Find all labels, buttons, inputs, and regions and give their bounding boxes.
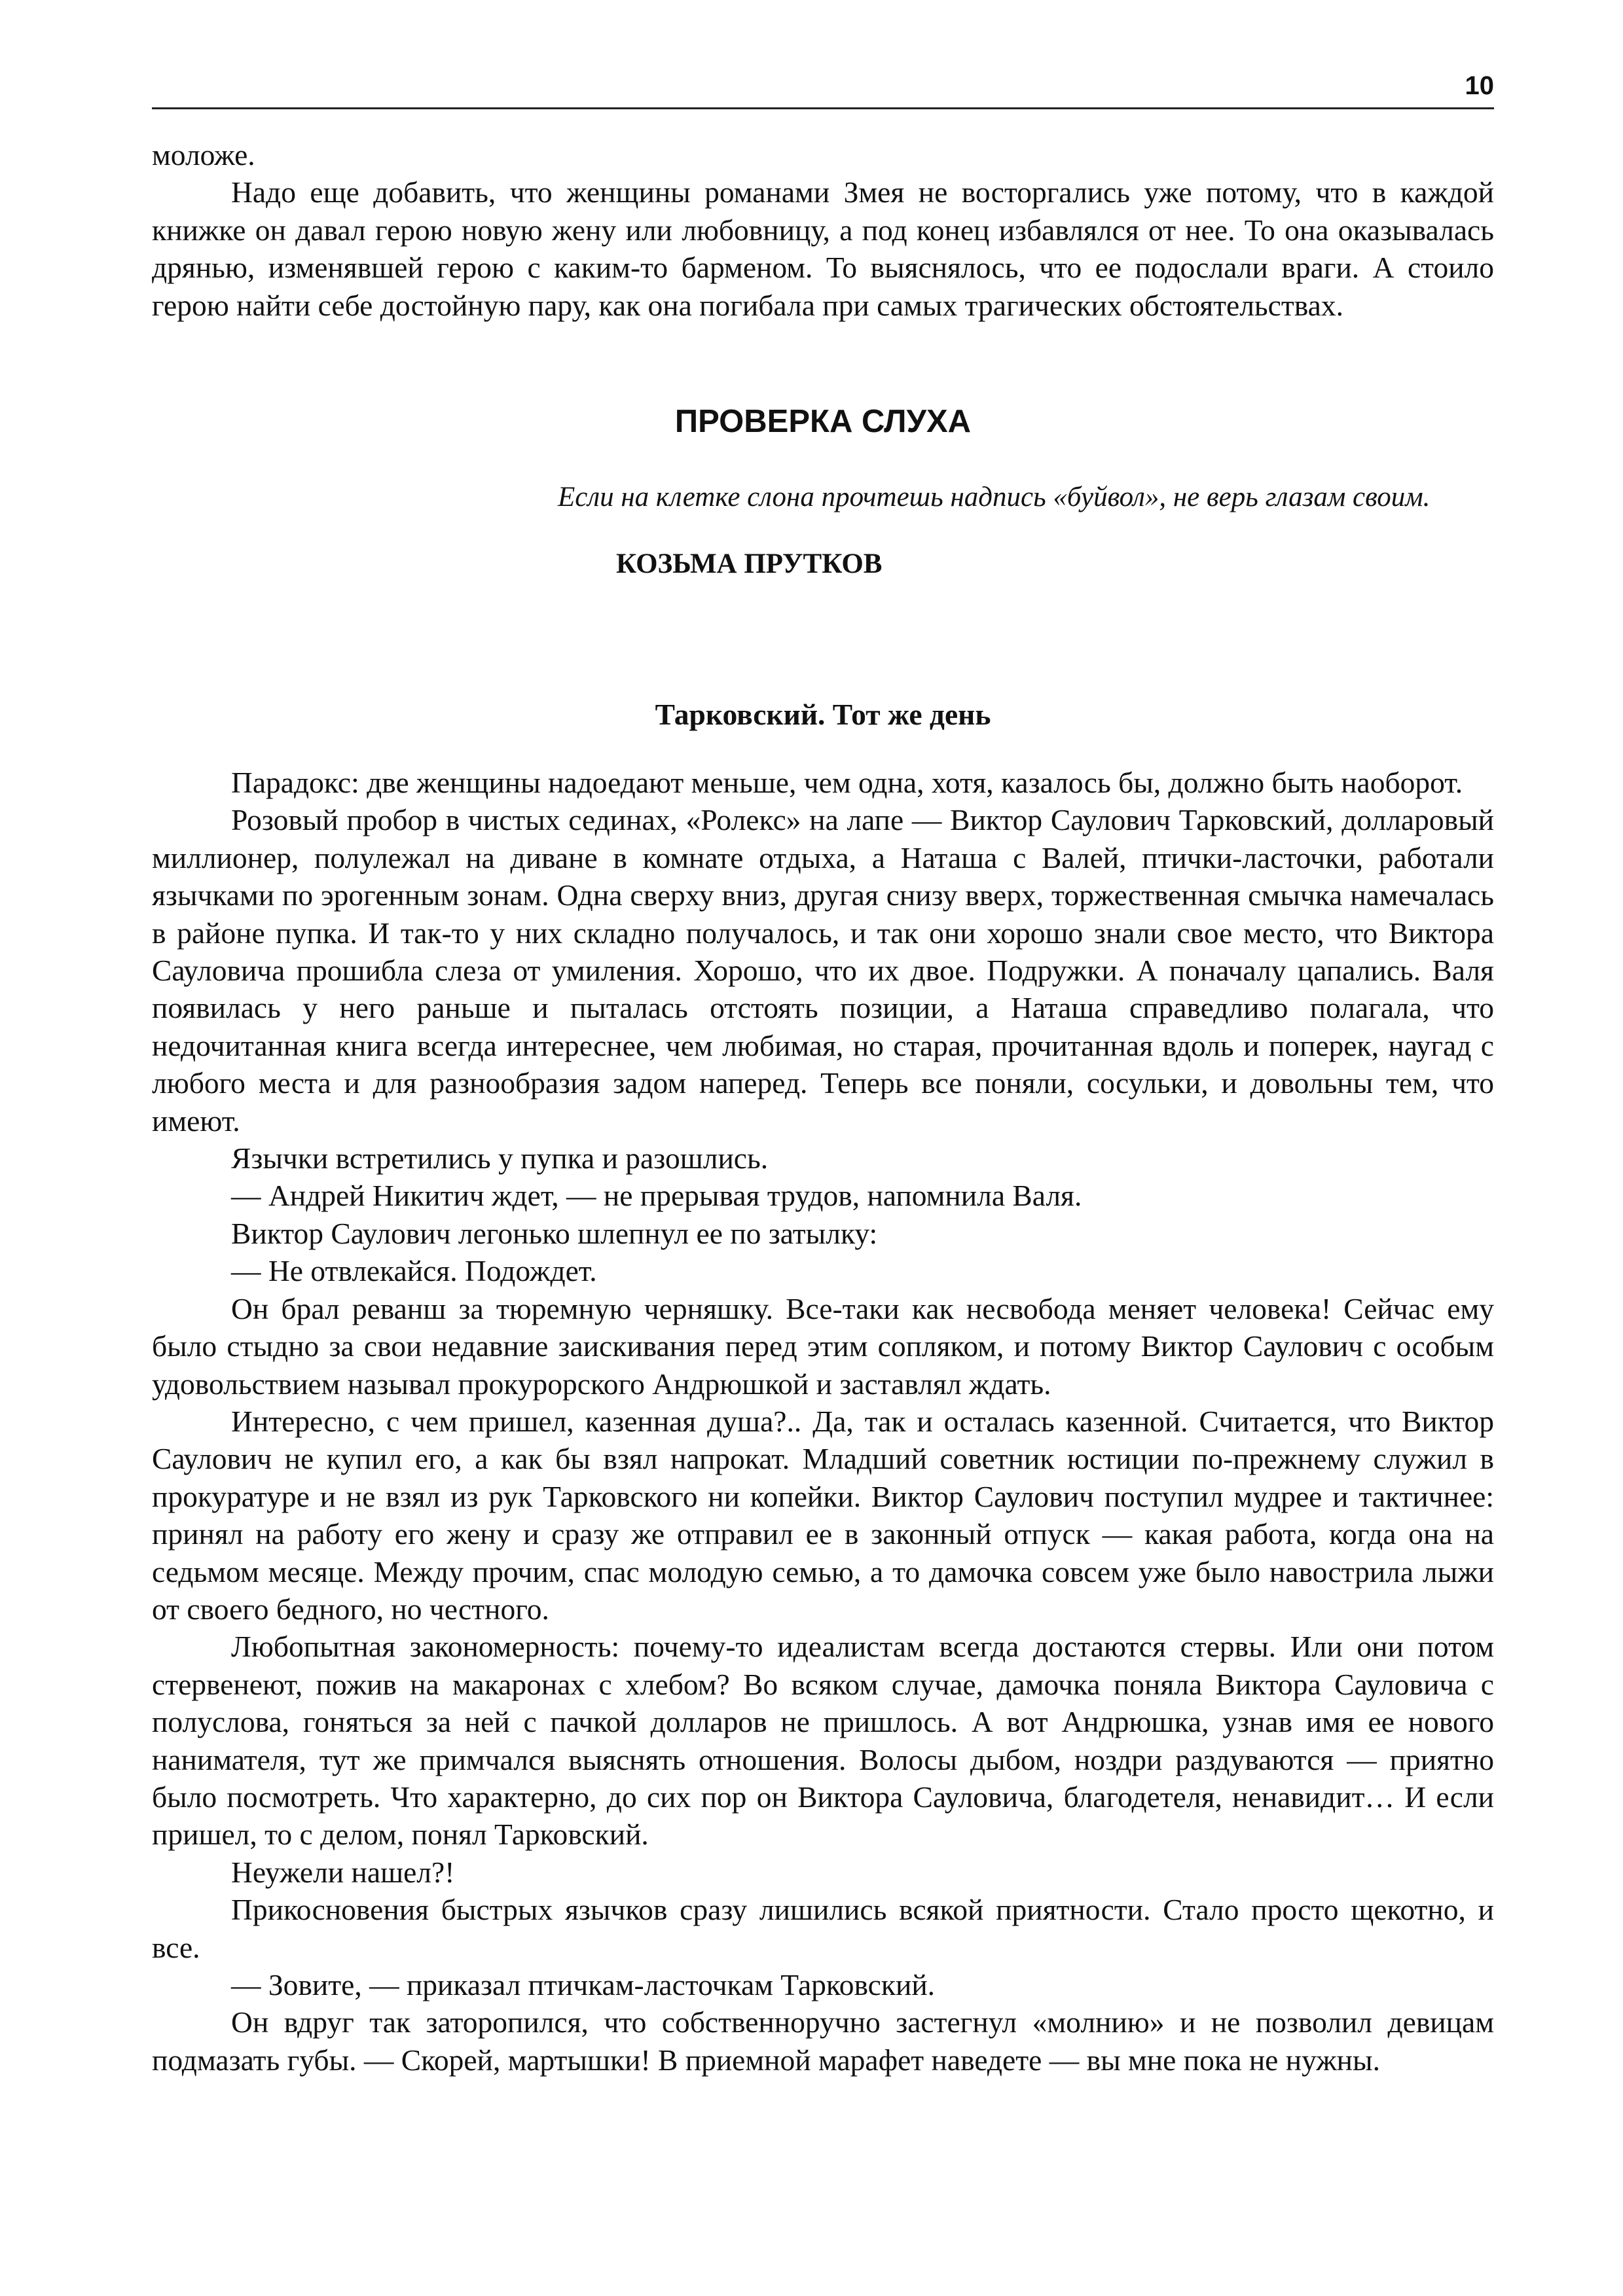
paragraph: Надо еще добавить, что женщины романами Змея не восторгались уже потому, что в каждой книжке он давал герою новую жену или любовницу, а под конец избавлялся от нее. То она оказывалась дрянью, изменявшей герою с каким-то барменом. То выяснялось, что ее подослали враги. А стоило герою найти себе достойную пару, как она погибала при самых трагических обстоятельствах. — [152, 175, 1494, 322]
paragraph: Любопытная закономерность: почему-то идеалистам всегда достаются стервы. Или они потом стервенеют, пожив на макаронах с хлебом? Во всяком случае, дамочка поняла Виктора Сауловича с полуслова, гоняться за ней с пачкой долларов не пришлось. А вот Андрюшка, узнав имя ее нового нанимателя, тут же примчался выяснять отношения. Волосы дыбом, ноздри раздуваются — приятно было посмотреть. Что характерно, до сих пор он Виктора Сауловича, благодетеля, ненавидит… И если пришел, то с делом, понял Тарковский. — [152, 1630, 1494, 1852]
paragraph: — Не отвлекайся. Подождет. — [231, 1254, 597, 1288]
paragraph: Неужели нашел?! — [231, 1855, 455, 1889]
paragraph: Он вдруг так заторопился, что собственноручно застегнул «молнию» и не позволил девицам подмазать губы. — Скорей, мартышки! В приемной марафет наведете — вы мне пока не нужны. — [152, 2005, 1494, 2077]
main-text — [152, 764, 1494, 2079]
paragraph: — Андрей Никитич ждет, — не прерывая трудов, напомнила Валя. — [231, 1179, 1082, 1213]
paragraph: Прикосновения быстрых язычков сразу лишились всякой приятности. Стало просто щекотно, и все. — [152, 1893, 1494, 1964]
paragraph: Интересно, с чем пришел, казенная душа?.. Да, так и осталась казенной. Считается, что Виктор Саулович не купил его, а как бы взял напрокат. Младший советник юстиции по-прежнему служил в прокуратуре и не взял из рук Тарковского ни копейки. Виктор Саулович поступил мудрее и тактичнее: принял на работу его жену и сразу же отправил ее в законный отпуск — какая работа, когда она на седьмом месяце. Между прочим, спас молодую семью, а то дамочка совсем уже было навострила лыжи от своего бедного, но честного. — [152, 1404, 1494, 1626]
section-title: Тарковский. Тот же день — [655, 698, 991, 731]
header-rule — [152, 107, 1494, 109]
page-number: 10 — [1465, 71, 1494, 100]
intro-text — [152, 136, 1494, 324]
paragraph: Виктор Саулович легонько шлепнул ее по затылку: — [231, 1216, 878, 1250]
paragraph: Парадокс: две женщины надоедают меньше, чем одна, хотя, казалось бы, должно быть наоборот. — [231, 766, 1463, 799]
paragraph: Розовый пробор в чистых сединах, «Ролекс» на лапе — Виктор Саулович Тарковский, долларовый миллионер, полулежал на диване в комнате отдыха, а Наташа с Валей, птички-ласточки, работали язычками по эрогенным зонам. Одна сверху вниз, другая снизу вверх, торжественная смычка намечалась в районе пупка. И так-то у них складно получалось, и так они хорошо знали свое место, что Виктора Сауловича прошибла слеза от умиления. Хорошо, что их двое. Подружки. А поначалу цапались. Валя появилась у него раньше и пыталась отстоять позиции, а Наташа справедливо полагала, что недочитанная книга всегда интереснее, чем любимая, но старая, прочитанная вдоль и поперек, наугад с любого места и для разнообразия задом наперед. Теперь все поняли, сосульки, и довольны тем, что имеют. — [152, 803, 1494, 1138]
epigraph-text: Если на клетке слона прочтешь надпись «буйвол», не верь глазам своим. — [558, 482, 1431, 512]
chapter-title: ПРОВЕРКА СЛУХА — [674, 404, 972, 439]
paragraph: Он брал реванш за тюремную черняшку. Все-таки как несвобода меняет человека! Сейчас ему было стыдно за свои недавние заискивания перед этим сопляком, и потому Виктор Саулович с особым удовольствием называл прокурорского Андрюшкой и заставлял ждать. — [152, 1291, 1494, 1401]
document-page — [152, 0, 1494, 2296]
paragraph: моложе. — [152, 138, 255, 171]
paragraph: Язычки встретились у пупка и разошлись. — [231, 1141, 769, 1175]
paragraph: — Зовите, — приказал птичкам-ласточкам Тарковский. — [231, 1968, 936, 2001]
epigraph-author: КОЗЬМА ПРУТКОВ — [616, 548, 883, 579]
